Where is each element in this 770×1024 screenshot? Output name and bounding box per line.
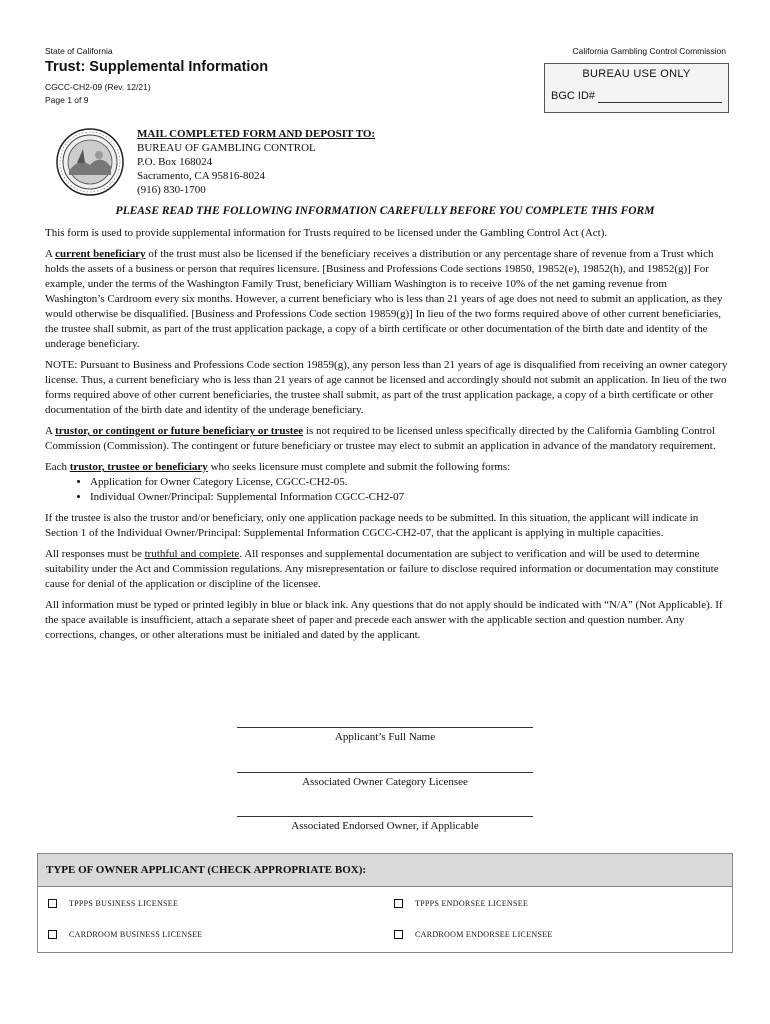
paragraph: If the trustee is also the trustor and/or beneficiary, only one application package needs to be submitted. In this situation, the applicant will indicate in Section 1 of the Individual Owner/Principal: Supplemental Information CGCC-CH2-07, that the applicant is applying in multiple capacities. [45,512,699,539]
paragraph: A trustor, or contingent or future beneficiary or trustee is not required to be licensed unless specifically directed by the California Gambling Control Commission (Commission). The contingent or future beneficiary or trustee may elect to submit an application in advance of the mandatory requirement. [45,425,716,452]
list-item: • Application for Owner Category License, CGCC-CH2-05. [90,475,728,490]
signature-label: Associated Endorsed Owner, if Applicable [291,820,479,832]
state-label: State of California [45,46,113,56]
paragraph: All information must be typed or printed legibly in blue or black ink. Any questions that do not apply should be indicated with “N/A” (Not Applicable). If the space available is insufficient, attach a separate sheet of paper and precede each answer with the applicable section and question number. Any corrections, changes, or other alterations must be initialed and dated by the applicant. [45,599,723,641]
paragraph: Each trustor, trustee or beneficiary who seeks licensure must complete and submit the following forms: [45,461,511,473]
term-trustor: trustor, or contingent or future beneficiary or trustee [55,425,304,437]
paragraph: A current beneficiary of the trust must also be licensed if the beneficiary receives a distribution or any percentage share of revenue from a Trust which holds the assets of a business or person that requires licensure. [Business and Professions Code sections 19850, 19852(e), 19852(h), and 19852(g)] For example, under the terms of the Washington Family Trust, beneficiary William Washington is to receive 10% of the net gaming revenue from Washington’s Cardroom every six months. However, a current beneficiary who is less than 21 years of age does not need to submit an application, as they would otherwise be disqualified. [Business and Professions Code section 19859(g)] In lieu of the two forms required above of other current beneficiaries, the trustee shall submit, as part of the trust application package, a copy of a birth certificate or other documentation of the birth date and identity of the underage beneficiary. [45,248,723,350]
owner-category-licensee-field[interactable] [0,772,770,788]
endorsed-owner-field[interactable] [0,816,770,832]
signature-label: Associated Owner Category Licensee [302,776,468,788]
paragraph: All responses must be truthful and complete. All responses and supplemental documentation are subject to verification and will be used to determine suitability under the Act and Commission regulations. Any misrepresentation or failure to disclose required information or documentation may constitute cause for denial of the application or discipline of the licensee. [45,548,719,590]
form-number: CGCC-CH2-09 (Rev. 12/21) [45,82,151,92]
paragraph: This form is used to provide supplemental information for Trusts required to be licensed under the Gambling Control Act (Act). [45,227,608,239]
cardroom-business-option[interactable]: CARDROOM BUSINESS LICENSEE [48,930,203,939]
applicant-name-field[interactable] [0,727,770,743]
signature-label: Applicant’s Full Name [334,731,436,743]
term-truthful-complete: truthful and complete [144,548,240,560]
checkbox[interactable] [394,930,403,939]
checkbox[interactable] [48,930,57,939]
instructions-body [45,226,728,649]
mail-line: P.O. Box 168024 [137,156,213,168]
paragraph: NOTE: Pursuant to Business and Professions Code section 19859(g), any person less than 21 years of age is disqualified from receiving an owner category license. Thus, a current beneficiary who is less than 21 years of age cannot be licensed and accordingly should not submit an application. In lieu of the two forms required above of other current beneficiaries, the trustee shall submit, as part of the trust application package, a copy of a birth certificate or other documentation of the birth date and identity of the underage beneficiary. [45,359,728,416]
page-title: Trust: Supplemental Information [45,59,269,75]
bgc-id-field[interactable] [598,102,722,103]
list-item: • Individual Owner/Principal: Supplemental Information CGCC-CH2-07 [90,490,728,505]
owner-type-heading: TYPE OF OWNER APPLICANT (CHECK APPROPRIATE BOX): [46,864,367,876]
mailing-address [137,127,375,197]
term-trustor-trustee-beneficiary: trustor, trustee or beneficiary [69,461,208,473]
bureau-use-box [544,63,729,113]
bgc-id-label: BGC ID# [551,90,596,102]
instructions-heading: PLEASE READ THE FOLLOWING INFORMATION CAREFULLY BEFORE YOU COMPLETE THIS FORM [115,205,655,217]
mail-heading: MAIL COMPLETED FORM AND DEPOSIT TO: [137,128,376,140]
page-number: Page 1 of 9 [45,95,89,105]
mail-line: Sacramento, CA 95816-8024 [137,170,266,182]
state-seal-icon [55,127,125,197]
tppps-endorsee-option[interactable]: TPPPS ENDORSEE LICENSEE [394,899,528,908]
cardroom-endorsee-option[interactable]: CARDROOM ENDORSEE LICENSEE [394,930,553,939]
mail-line: (916) 830-1700 [137,184,206,196]
bureau-use-title: BUREAU USE ONLY [582,68,691,80]
checkbox[interactable] [394,899,403,908]
required-forms-list [45,475,728,505]
tppps-business-option[interactable]: TPPPS BUSINESS LICENSEE [48,899,178,908]
checkbox[interactable] [48,899,57,908]
mail-line: BUREAU OF GAMBLING CONTROL [137,142,316,154]
term-current-beneficiary: current beneficiary [55,248,146,260]
agency-label: California Gambling Control Commission [572,46,726,56]
owner-type-section [37,853,733,953]
